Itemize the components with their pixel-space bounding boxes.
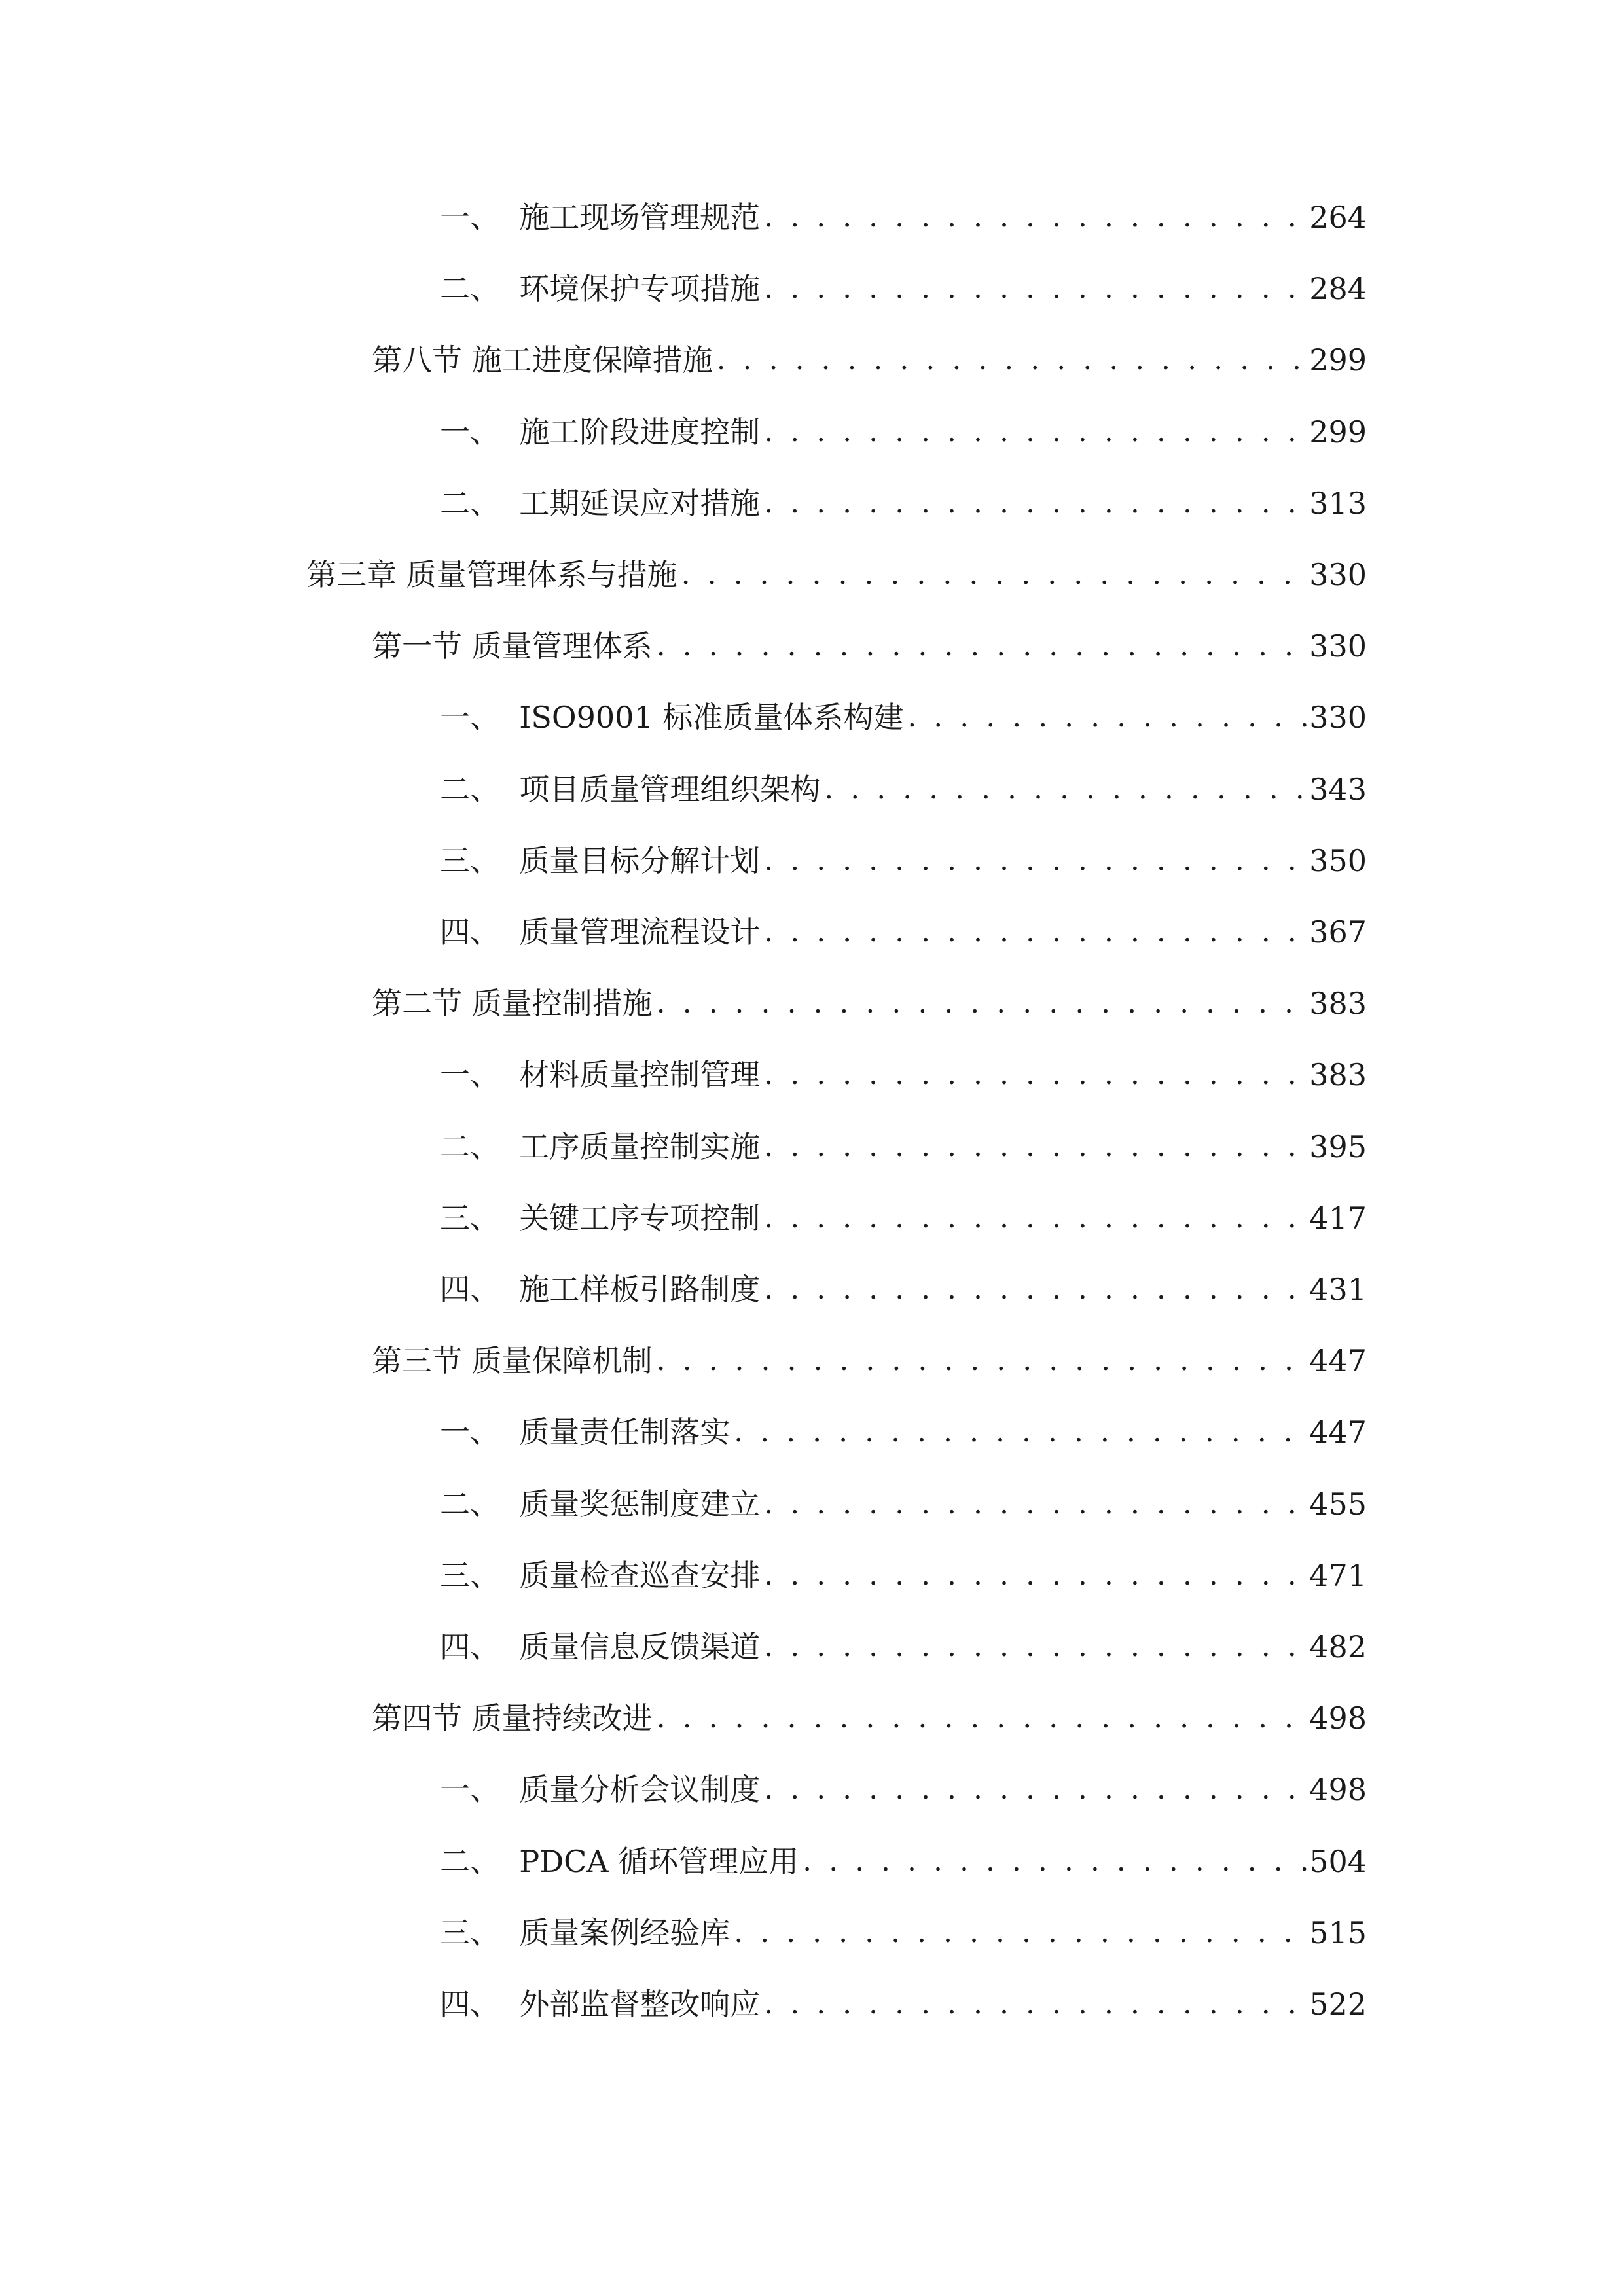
- toc-dot-leader: [760, 1763, 1309, 1816]
- toc-dot-leader: [760, 834, 1309, 887]
- toc-dot-leader: [730, 1406, 1309, 1458]
- toc-entry-level-3[interactable]: [440, 477, 1367, 529]
- toc-entry-level-2[interactable]: [372, 977, 1367, 1030]
- toc-entry-page-number: 330: [1309, 628, 1367, 664]
- toc-dot-leader: [799, 1835, 1309, 1888]
- toc-dot-leader: [760, 906, 1309, 958]
- toc-entry-title: 三、 关键工序专项控制: [440, 1200, 761, 1236]
- toc-entry-level-3[interactable]: [440, 1621, 1367, 1673]
- toc-entry-title: 一、 施工现场管理规范: [440, 200, 761, 235]
- toc-entry-title: 二、 工序质量控制实施: [440, 1129, 761, 1164]
- toc-entry-title: 一、 施工阶段进度控制: [440, 414, 761, 450]
- toc-dot-leader: [760, 1049, 1309, 1101]
- toc-dot-leader: [760, 406, 1309, 458]
- toc-entry-title: 四、 质量管理流程设计: [440, 914, 761, 950]
- toc-entry-level-1[interactable]: [306, 548, 1367, 601]
- toc-dot-leader: [760, 1549, 1309, 1602]
- toc-entry-page-number: 522: [1309, 1986, 1367, 2022]
- toc-entry-page-number: 367: [1309, 914, 1367, 950]
- toc-dot-leader: [677, 548, 1310, 601]
- toc-entry-level-3[interactable]: [440, 1263, 1367, 1316]
- toc-entry-title: 二、 项目质量管理组织架构: [440, 772, 821, 807]
- toc-entry-level-3[interactable]: [440, 763, 1367, 816]
- toc-entry-title: 二、 环境保护专项措施: [440, 271, 761, 306]
- toc-entry-page-number: 498: [1309, 1772, 1367, 1807]
- toc-entry-page-number: 383: [1309, 1057, 1367, 1092]
- toc-entry-page-number: 299: [1309, 342, 1367, 378]
- toc-entry-page-number: 447: [1309, 1414, 1367, 1450]
- toc-dot-leader: [760, 477, 1309, 529]
- toc-entry-page-number: 264: [1309, 200, 1367, 235]
- toc-dot-leader: [653, 977, 1310, 1030]
- toc-dot-leader: [653, 1335, 1310, 1387]
- toc-entry-level-3[interactable]: [440, 406, 1367, 458]
- toc-dot-leader: [713, 334, 1310, 386]
- toc-entry-title: 第八节 施工进度保障措施: [372, 342, 713, 378]
- toc-entry-page-number: 284: [1309, 271, 1367, 306]
- toc-entry-page-number: 515: [1309, 1915, 1367, 1950]
- toc-entry-level-3[interactable]: [440, 1049, 1367, 1101]
- toc-entry-page-number: 455: [1309, 1486, 1367, 1522]
- toc-entry-page-number: 330: [1309, 557, 1367, 592]
- toc-entry-level-3[interactable]: [440, 1907, 1367, 1959]
- toc-entry-level-3[interactable]: [440, 1192, 1367, 1244]
- toc-entry-page-number: 498: [1309, 1700, 1367, 1736]
- toc-entry-level-3[interactable]: [440, 1549, 1367, 1602]
- toc-entry-title: 三、 质量检查巡查安排: [440, 1558, 761, 1593]
- toc-entry-title: 四、 施工样板引路制度: [440, 1272, 761, 1307]
- toc-dot-leader: [760, 1478, 1309, 1530]
- toc-entry-page-number: 383: [1309, 986, 1367, 1021]
- toc-entry-level-3[interactable]: [440, 1406, 1367, 1458]
- toc-entry-title: 第二节 质量控制措施: [372, 986, 653, 1021]
- toc-entry-level-2[interactable]: [372, 334, 1367, 386]
- toc-entry-title: 一、 材料质量控制管理: [440, 1057, 761, 1092]
- toc-entry-title: 第四节 质量持续改进: [372, 1700, 653, 1736]
- toc-entry-title: 第三章 质量管理体系与措施: [306, 557, 677, 592]
- toc-entry-title: 三、 质量目标分解计划: [440, 843, 761, 878]
- toc-entry-title: 三、 质量案例经验库: [440, 1915, 731, 1950]
- toc-entry-page-number: 350: [1309, 843, 1367, 878]
- toc-entry-title: 一、 ISO9001 标准质量体系构建: [440, 700, 904, 735]
- toc-dot-leader: [730, 1907, 1309, 1959]
- toc-entry-title: 四、 外部监督整改响应: [440, 1986, 761, 2022]
- toc-entry-title: 二、 工期延误应对措施: [440, 486, 761, 521]
- toc-dot-leader: [760, 1121, 1309, 1173]
- toc-entry-title: 四、 质量信息反馈渠道: [440, 1629, 761, 1664]
- toc-entry-level-3[interactable]: [440, 1978, 1367, 2030]
- toc-entry-level-3[interactable]: [440, 262, 1367, 315]
- toc-entry-page-number: 447: [1309, 1343, 1367, 1378]
- toc-dot-leader: [760, 191, 1309, 243]
- toc-entry-page-number: 417: [1309, 1200, 1367, 1236]
- toc-entry-title: 二、 PDCA 循环管理应用: [440, 1844, 799, 1879]
- toc-entry-page-number: 330: [1309, 700, 1367, 735]
- toc-entry-page-number: 504: [1309, 1844, 1367, 1879]
- toc-entry-page-number: 343: [1309, 772, 1367, 807]
- toc-entry-level-3[interactable]: [440, 1835, 1367, 1888]
- toc-entry-level-3[interactable]: [440, 1478, 1367, 1530]
- toc-entry-page-number: 471: [1309, 1558, 1367, 1593]
- toc-dot-leader: [760, 262, 1309, 315]
- toc-entry-title: 一、 质量责任制落实: [440, 1414, 731, 1450]
- toc-dot-leader: [760, 1978, 1309, 2030]
- toc-dot-leader: [760, 1263, 1309, 1316]
- toc-dot-leader: [653, 620, 1310, 672]
- toc-dot-leader: [820, 763, 1309, 816]
- toc-entry-page-number: 313: [1309, 486, 1367, 521]
- toc-entry-level-2[interactable]: [372, 1335, 1367, 1387]
- toc-entry-level-3[interactable]: [440, 191, 1367, 243]
- toc-dot-leader: [760, 1621, 1309, 1673]
- toc-entry-level-3[interactable]: [440, 834, 1367, 887]
- toc-entry-level-3[interactable]: [440, 691, 1367, 744]
- toc-entry-title: 第三节 质量保障机制: [372, 1343, 653, 1378]
- toc-entry-level-2[interactable]: [372, 1692, 1367, 1744]
- toc-entry-level-3[interactable]: [440, 1763, 1367, 1816]
- toc-entry-title: 第一节 质量管理体系: [372, 628, 653, 664]
- toc-entry-title: 二、 质量奖惩制度建立: [440, 1486, 761, 1522]
- toc-entry-page-number: 395: [1309, 1129, 1367, 1164]
- toc-dot-leader: [903, 691, 1309, 744]
- toc-entry-level-3[interactable]: [440, 1121, 1367, 1173]
- toc-entry-title: 一、 质量分析会议制度: [440, 1772, 761, 1807]
- toc-entry-page-number: 482: [1309, 1629, 1367, 1664]
- toc-dot-leader: [653, 1692, 1310, 1744]
- toc-dot-leader: [760, 1192, 1309, 1244]
- toc-entry-level-2[interactable]: [372, 620, 1367, 672]
- toc-entry-level-3[interactable]: [440, 906, 1367, 958]
- toc-entry-page-number: 431: [1309, 1272, 1367, 1307]
- toc-entry-page-number: 299: [1309, 414, 1367, 450]
